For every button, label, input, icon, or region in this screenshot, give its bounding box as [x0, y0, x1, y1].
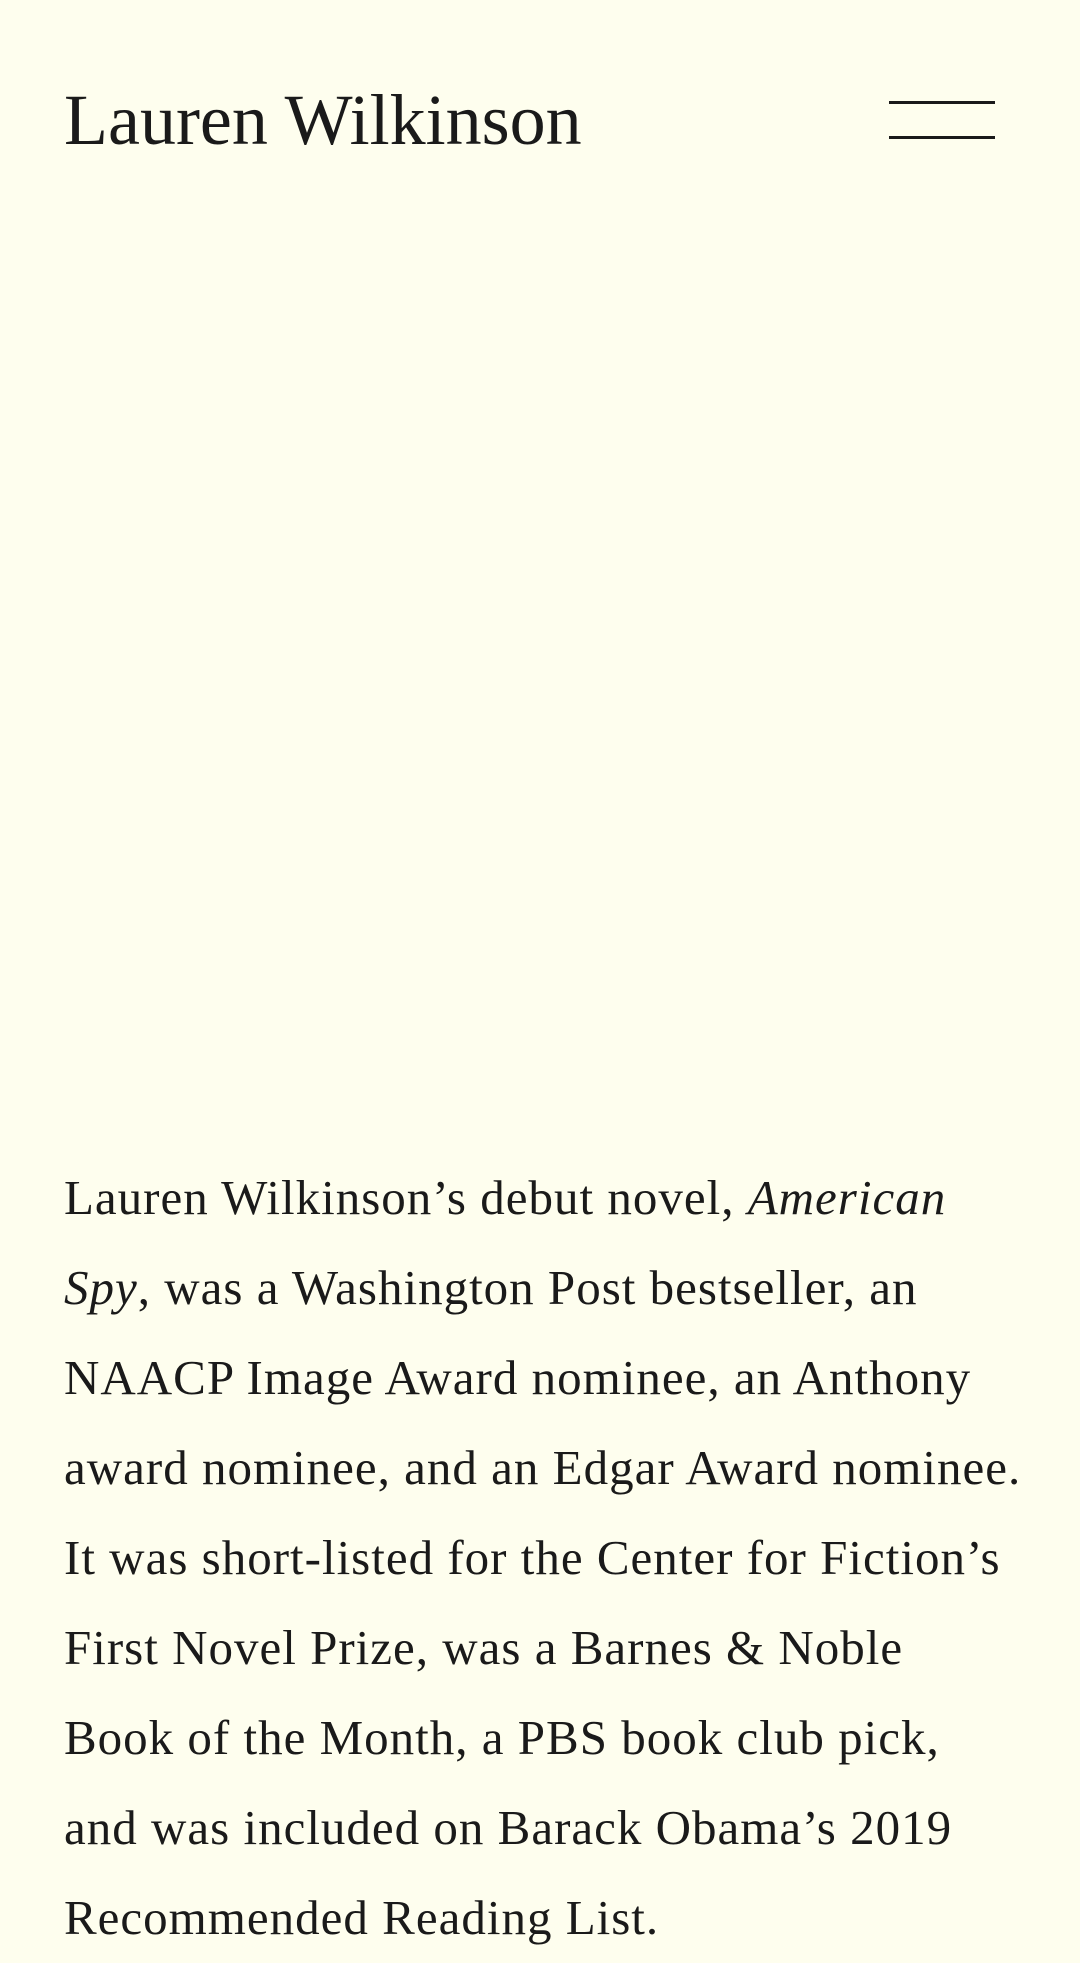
bio-paragraph	[64, 1153, 1024, 1963]
hamburger-menu-icon[interactable]	[888, 96, 998, 146]
book-title: American Spy	[64, 1170, 947, 1315]
site-title[interactable]: Lauren Wilkinson	[64, 80, 582, 160]
menu-line-top	[889, 101, 995, 104]
menu-line-bottom	[889, 136, 995, 139]
bio-text-intro: Lauren Wilkinson’s debut novel,	[64, 1170, 748, 1225]
site-header	[0, 0, 1080, 240]
hero-area	[0, 240, 1080, 1140]
bio-text-rest: , was a Washington Post bestseller, an NAACP Image Award nominee, an Anthony award nominee, and an Edgar Award nominee. It was short-listed for the Center for Fiction’s First Novel Prize, was a Barnes & Noble Book of the Month, a PBS book club pick, and was included on Barack Obama’s 2019 Recommended Reading List.	[64, 1260, 1022, 1945]
